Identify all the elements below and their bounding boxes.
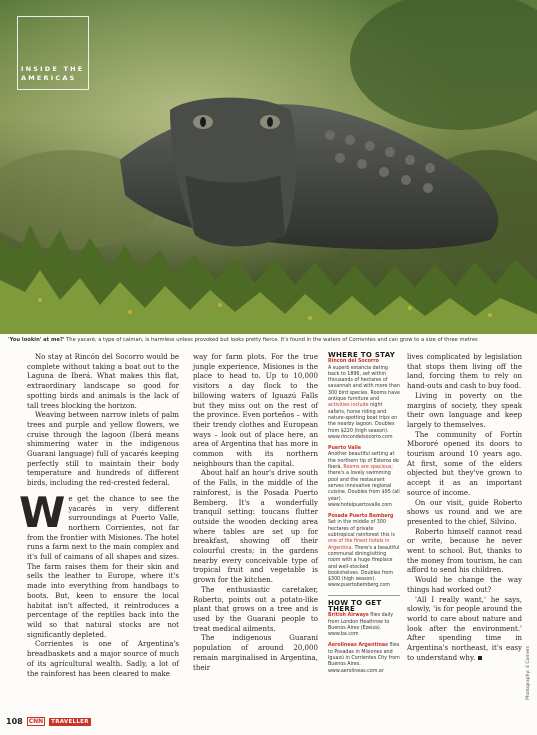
hotel-text: ; there's a lovely swimming pool and the restaurant serves innovative regional cuisine. Doubles from $95 (all year). www.hotelpuertovalle.com: [328, 465, 400, 508]
paragraph: lives complicated by legislation that stops them living off the land, forcing them to rely on hand-outs and cash to buy food.: [407, 352, 522, 391]
hotel-text: . There's a beautiful communal dining/sitting room with a huge fireplace and well-stocked bookshelves. Doubles from $300 (high season). www.puertobemberg.com: [328, 545, 400, 589]
page-footer: [6, 717, 91, 726]
sidebar-where-to-stay: [328, 352, 400, 680]
paragraph: way for farm plots. For the true jungle experience, Misiones is the place to head to. Up to 10,000 visitors a day flock to the billowing waters of Iguazú Falls but they miss out on the rest of the province. Even porteños – with their trendy clothes and European ways – look out of place here, an area of Argentina that has more in common with its northern neighbours than the capital.: [193, 352, 318, 468]
paragraph: About half an hour's drive south of the Falls, in the middle of the rainforest, is the Posada Puerto Bemberg. It's a wonderfully tranquil setting: toucans flutter outside the wooden decking area where tables are set up for breakfast, showing off their colourful crests; in the gardens nearby every conceivable type of tropical fruit and vegetable is grown for the kitchen.: [193, 468, 318, 585]
airline-name: British Airways: [328, 613, 369, 619]
airline-text: flies daily from London Heathrow to Buenos Aires (Ezeiza). www.ba.com: [328, 613, 394, 638]
photo-caption: [8, 337, 534, 344]
sidebar-heading: WHERE TO STAY: [328, 351, 396, 359]
end-mark-icon: [478, 656, 482, 660]
paragraph: Weaving between narrow inlets of palm trees and purple and yellow flowers, we cruise through the lagoon (Iberá means shimmering water in the indigenous Guarani language) full of yacarés keeping perfectly still to maintain their body temperature and hundreds of different birds, including the red-crested federal.: [27, 410, 179, 488]
paragraph: The enthusiastic caretaker, Roberto, points out a potato-like plant that grows on a tree and is used by the Guarani people to treat medical ailments.: [193, 584, 318, 633]
paragraph-text: e get the chance to see the yacarés in very different surroundings at Puerto Valle, northern Corrientes, not far from the frontier with Misiones. The hotel runs a farm next to the main complex and it's full of caimans of all shapes and sizes. The farm raises them for their skin and sells the leather to Europe, where it's made into everything from handbags to boots. But, keen to ensure the local habitat isn't affected, it reintroduces a percentage of the reptiles back into the wild so that natural stocks are not significantly depleted.: [27, 493, 179, 639]
hotel-name: Rincón del Socorro: [328, 359, 379, 365]
paragraph: [407, 595, 522, 663]
hero-photo: [0, 0, 537, 334]
sidebar-entry: [328, 643, 400, 674]
paragraph-text: 'All I really want,' he says, slowly, 'is for people around the world to care about nature and look after the environment.' After spending time in Argentina's northeast, it's easy to understand why.: [407, 594, 522, 662]
sidebar-divider: [328, 595, 400, 596]
paragraph: No stay at Rincón del Socorro would be complete without taking a boat out to the Laguna de Iberá. What makes this flat, extraordinary landscape so good for spotting birds and animals is the lack of tall trees blocking the horizon.: [27, 352, 179, 410]
article-column-1: [19, 352, 179, 678]
paragraph: Roberto himself cannot read or write, because he never went to school. But, thanks to the money from tourism, he can afford to send his children.: [407, 526, 522, 575]
article-column-2: [193, 352, 318, 672]
caption-body: The yacaré, a type of caiman, is harmless unless provoked but looks pretty fierce. It's found in the waters of Corrientes and can grow to a size of three metres: [64, 337, 478, 343]
paragraph: The indigenous Guarani population of around 20,000 remain marginalised in Argentina, their: [193, 633, 318, 672]
paragraph: On our visit, guide Roberto shows us round and we are presented to the chief, Silvino.: [407, 497, 522, 526]
sidebar-entry: [328, 514, 400, 590]
airline-text: flies to Posadas in Misiones and Iguazú in Corrientes City from Buenos Aires. www.aerolineas.com.ar: [328, 643, 400, 674]
brand-logo: CNN: [28, 718, 44, 725]
hotel-text: Set in the middle of 300 hectares of private subtropical rainforest this is: [328, 520, 395, 539]
hotel-text: Another beautiful setting at the northern tip of Esteros de Iberá.: [328, 452, 399, 471]
magazine-name: TRAVELLER: [51, 718, 89, 725]
sidebar-heading: HOW TO GET THERE: [328, 598, 382, 613]
hotel-text: A superb estancia dating back to 1896, set within thousands of hectares of savannah and with more than 300 bird species. Rooms have antique furniture and: [328, 365, 400, 403]
paragraph: Living in poverty on the margins of society, they speak their own language and keep largely to themselves.: [407, 390, 522, 429]
article-column-4: [407, 352, 522, 663]
page-number: 108: [6, 717, 23, 726]
hotel-highlight: Rooms are spacious: [343, 465, 392, 471]
caption-lead: 'You lookin' at me?': [8, 337, 65, 343]
paragraph-dropcap: [19, 487, 179, 640]
dropcap-letter: W: [19, 487, 66, 537]
hotel-name: Posada Puerto Bemberg: [328, 514, 394, 520]
paragraph: Would he change the way things had worked out?: [407, 575, 522, 594]
hotel-name: Puerto Valle: [328, 446, 362, 452]
hotel-highlight: activities include: [328, 403, 369, 409]
sidebar-entry: [328, 446, 400, 509]
photo-credit: Photography: 4 Corners: [526, 645, 531, 700]
sidebar-entry: [328, 613, 400, 638]
section-kicker-box: [17, 16, 89, 90]
sidebar-entry: [328, 359, 400, 441]
paragraph: The community of Fortín Mbororé opened its doors to tourism around 10 years ago. At first, some of the elders objected but they've grown to accept it as an important source of income.: [407, 429, 522, 497]
hotel-text: night safaris, horse riding and nature-spotting boat trips on the nearby lagoon. Doubles from $220 (high season). www.rincondelsocorro.com: [328, 403, 398, 440]
section-kicker: INSIDE THE AMERICAS: [21, 65, 85, 82]
airline-name: Aerolineas Argentinas: [328, 643, 388, 649]
paragraph: Corrientes is one of Argentina's breadbaskets and a major source of much of its agricultural wealth. Sadly, a lot of the rainforest has been cleared to make: [27, 639, 179, 678]
hotel-highlight: one of the finest hotels in Argentina: [328, 539, 390, 551]
